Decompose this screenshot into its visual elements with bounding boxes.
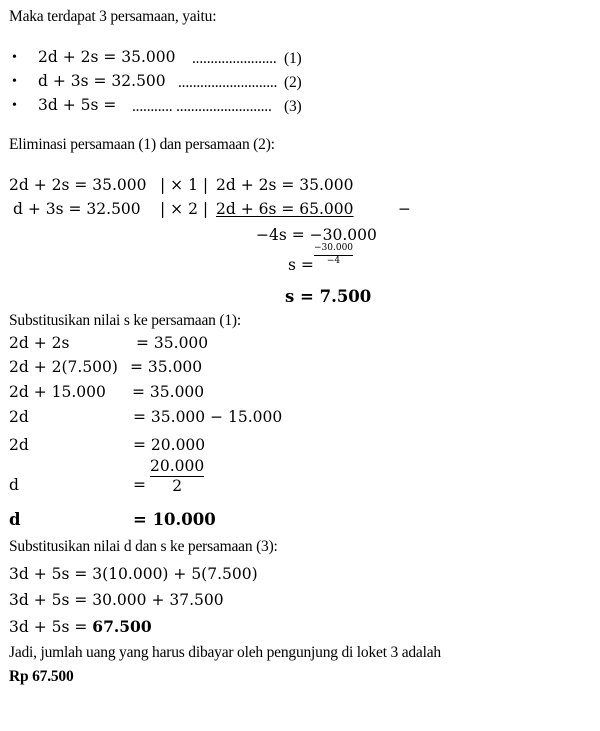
subst1-row1-rhs: = 35.000 [136, 334, 209, 352]
intro-text: Maka terdapat 3 persamaan, yaitu: [9, 8, 217, 25]
subst2-result-rhs: 67.500 [92, 617, 152, 636]
elim-row2-multiplier: | × 2 | [160, 200, 209, 218]
equation-2-dots: ........................... [178, 74, 278, 91]
subst1-row2-lhs: 2d + 2(7.500) [9, 358, 118, 376]
subst1-row3-lhs: 2d + 15.000 [9, 383, 106, 401]
s-result: s = 7.500 [285, 287, 372, 306]
equation-2: d + 3s = 32.500 [38, 72, 166, 90]
elim-row2-right: 2d + 6s = 65.000 [216, 200, 354, 218]
elim-row1-left: 2d + 2s = 35.000 [9, 176, 147, 194]
subst1-row3-rhs: = 35.000 [132, 383, 205, 401]
equation-2-tag: (2) [284, 74, 302, 91]
substitution-1-heading: Substitusikan nilai s ke persamaan (1): [9, 312, 241, 329]
subst2-result [9, 617, 152, 636]
equation-3-dots: ........... .......................... [132, 98, 272, 115]
d-fraction-denominator: 2 [172, 477, 183, 496]
d-fraction [150, 458, 204, 495]
equation-3-tag: (3) [284, 98, 302, 115]
subst2-row2: 3d + 5s = 30.000 + 37.500 [9, 591, 224, 609]
s-fraction-numerator: −30.000 [314, 243, 354, 253]
subst1-row4-lhs: 2d [9, 408, 29, 426]
subst1-row4-rhs: = 35.000 − 15.000 [133, 408, 283, 426]
subst1-row2-rhs: = 35.000 [130, 358, 203, 376]
elim-row2-left: d + 3s = 32.500 [13, 200, 141, 218]
subst2-row1: 3d + 5s = 3(10.000) + 5(7.500) [9, 565, 258, 583]
s-fraction [314, 244, 353, 267]
d-result-lhs: d [9, 510, 21, 529]
subst1-row5-lhs: 2d [9, 436, 29, 454]
elim-row1-multiplier: | × 1 | [160, 176, 209, 194]
bullet-icon: • [12, 74, 17, 89]
bullet-icon: • [12, 98, 17, 113]
equation-1-dots: ....................... [192, 50, 277, 67]
equation-1-tag: (1) [284, 50, 302, 67]
d-fraction-numerator: 20.000 [150, 457, 205, 475]
elimination-heading: Eliminasi persamaan (1) dan persamaan (2): [9, 136, 275, 153]
s-fraction-denominator: −4 [326, 255, 341, 266]
conclusion-text: Jadi, jumlah uang yang harus dibayar oleh pengunjung di loket 3 adalah [9, 644, 441, 661]
s-fraction-lhs: s = [288, 256, 314, 274]
substitution-2-heading: Substitusikan nilai d dan s ke persamaan (3): [9, 538, 278, 555]
subst1-row1-lhs: 2d + 2s [9, 334, 70, 352]
equation-3: 3d + 5s = [38, 96, 117, 114]
final-answer: Rp 67.500 [9, 668, 74, 685]
minus-sign: − [398, 200, 411, 218]
equation-1: 2d + 2s = 35.000 [38, 48, 176, 66]
elim-result: −4s = −30.000 [256, 226, 377, 244]
subst2-result-lhs: 3d + 5s = [9, 618, 93, 636]
elim-row1-right: 2d + 2s = 35.000 [216, 176, 354, 194]
subst1-fraction-equals: = [133, 476, 146, 494]
d-result-rhs: = 10.000 [133, 510, 216, 529]
bullet-icon: • [12, 50, 17, 65]
subst1-fraction-lhs: d [9, 476, 19, 494]
subst1-row5-rhs: = 20.000 [133, 436, 206, 454]
